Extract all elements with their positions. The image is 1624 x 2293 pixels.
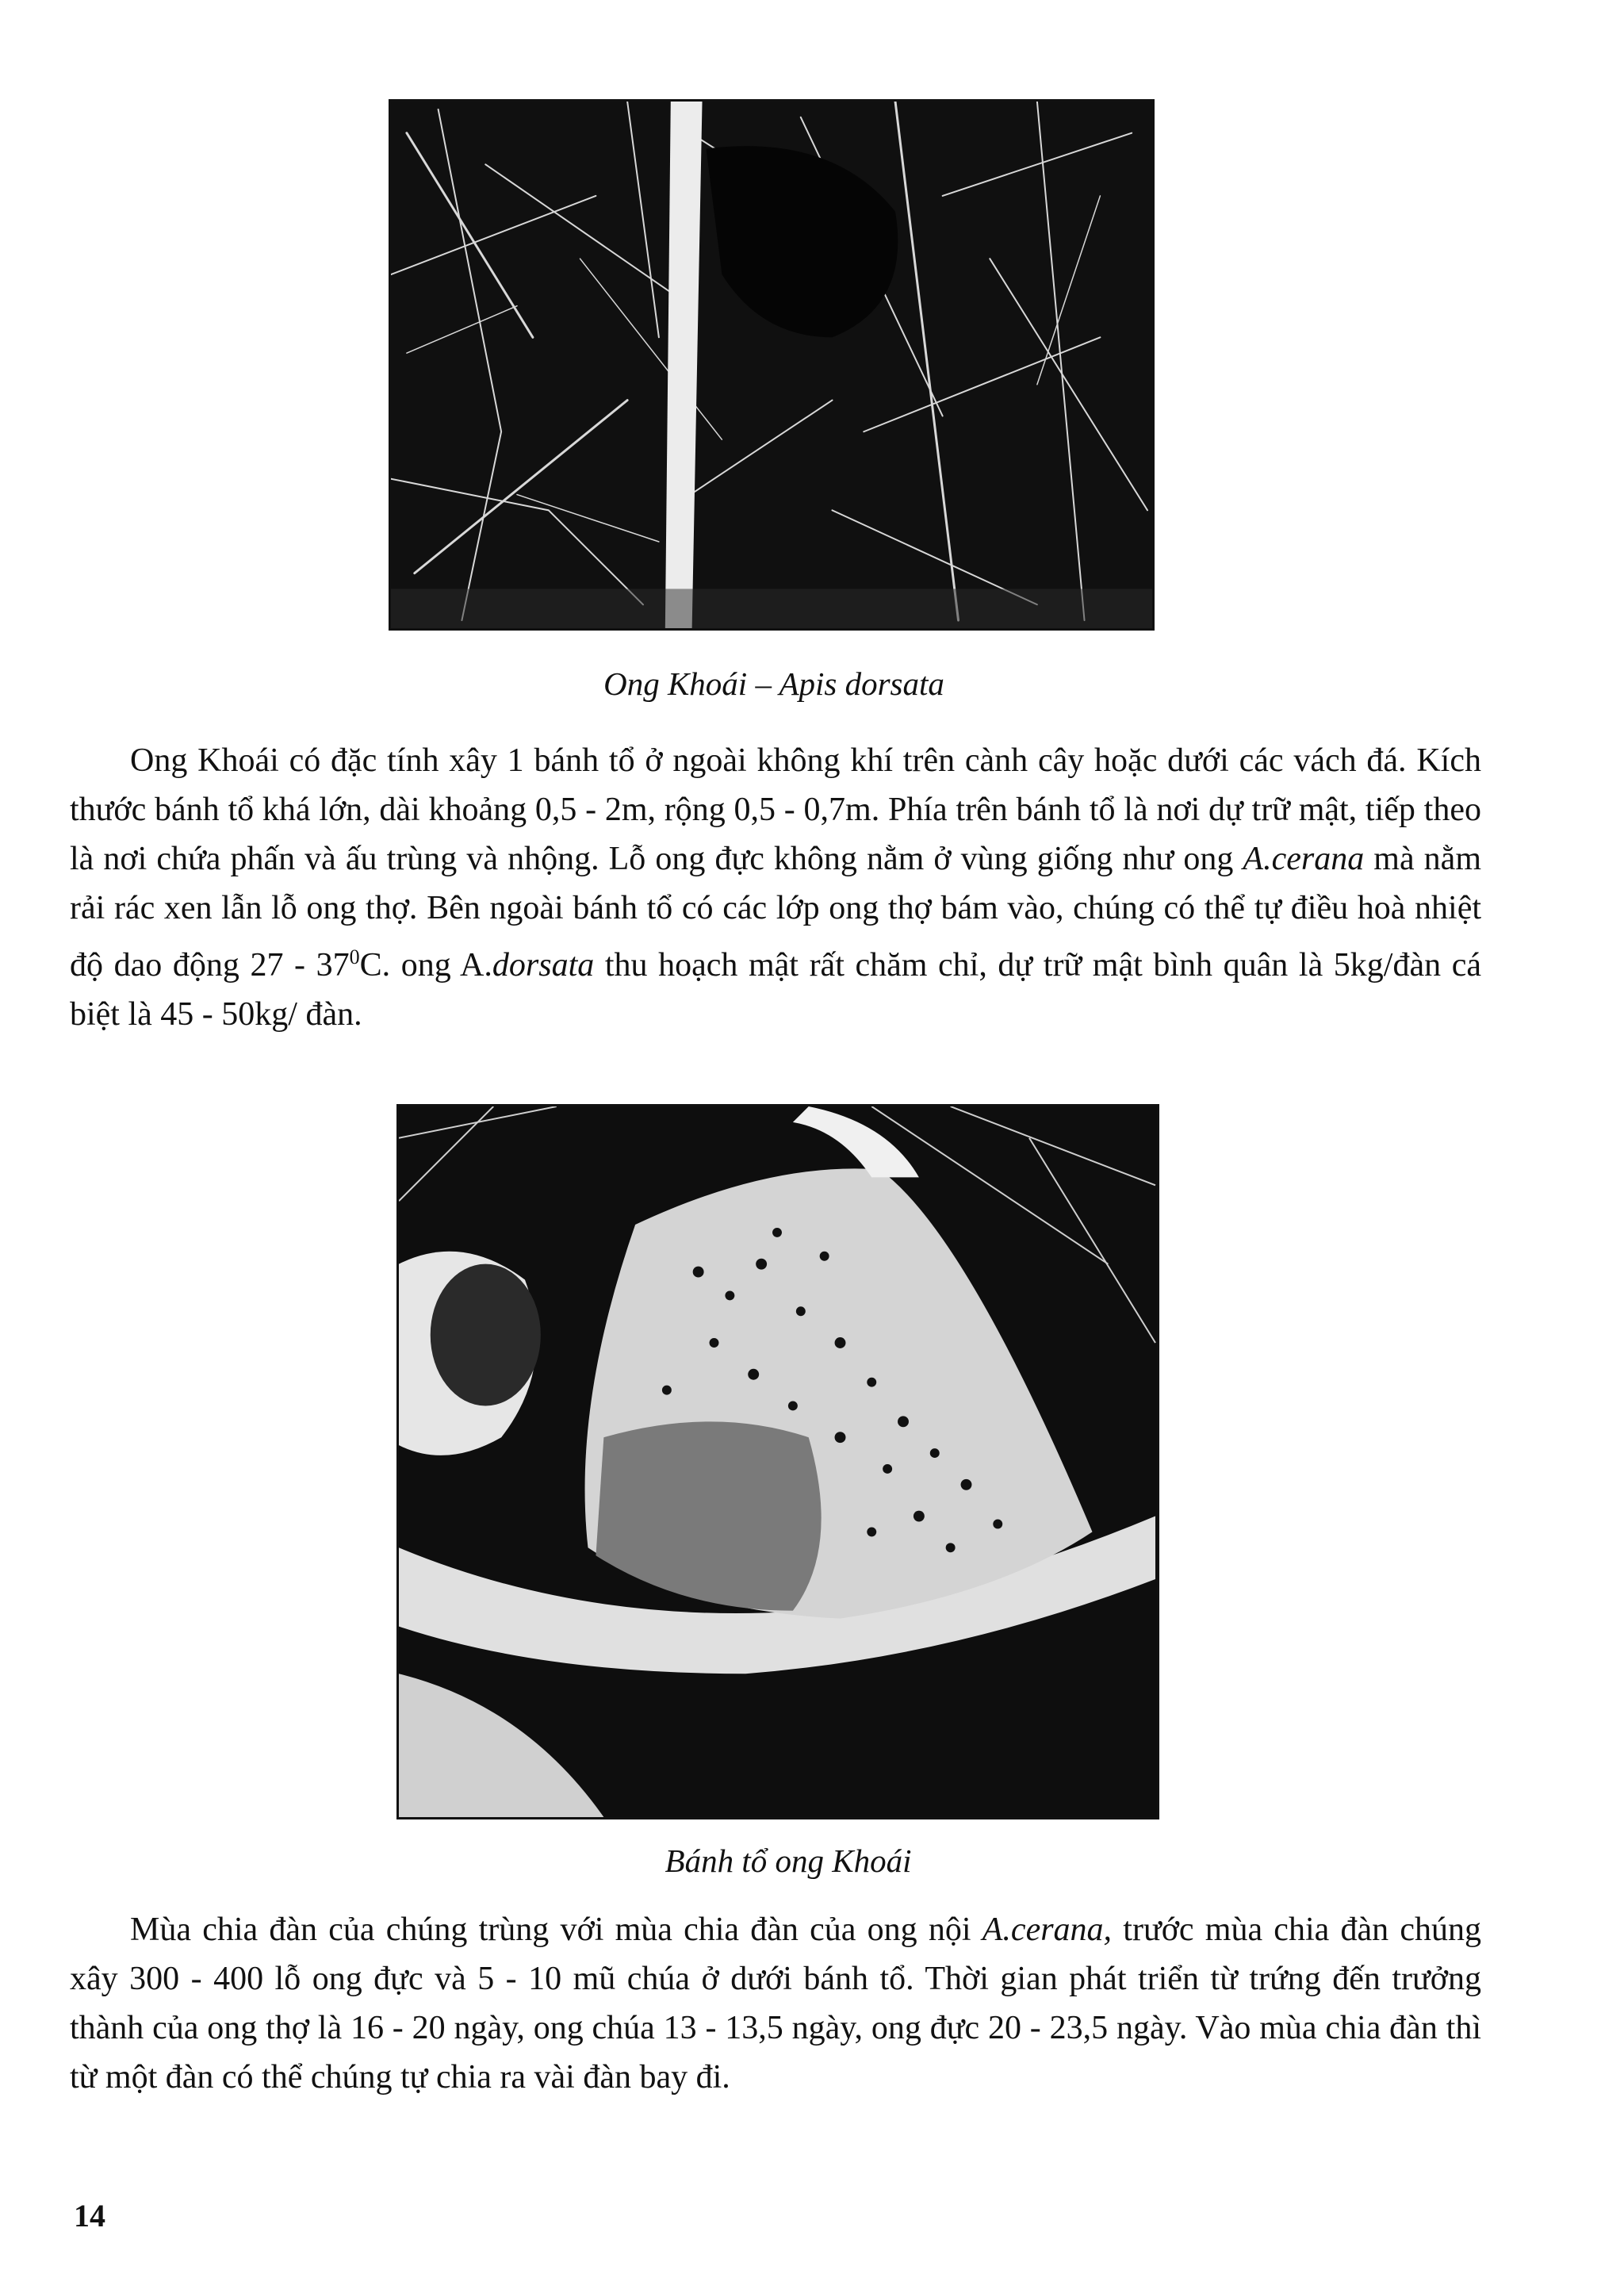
paragraph-1: Ong Khoái có đặc tính xây 1 bánh tổ ở ngoài không khí trên cành cây hoặc dưới các vách đá. Kích thước bánh tổ khá lớn, dài khoảng 0,5 - 2m, rộng 0,5 - 0,7m. Phía trên bánh tổ là nơi dự trữ mật, tiếp theo là nơi chứa phấn và ấu trùng và nhộng. Lỗ ong đực không nằm ở vùng giống như ong A.cerana mà nằm rải rác xen lẫn lỗ ong thợ. Bên ngoài bánh tổ có các lớp ong thợ bám vào, chúng có thể tự điều hoà nhiệt độ dao động $27 - 37^0C$. ong A.dorsata thu hoạch mật rất chăm chỉ, dự trữ mật bình quân là 5kg/đàn cá biệt là 45 - 50kg/ đàn. [70, 742, 1481, 1033]
figure-caption-2: Bánh tổ ong Khoái [665, 1842, 912, 1879]
photo-apis-dorsata [389, 99, 1155, 631]
page-number: 14 [74, 2198, 105, 2234]
figure-caption-1: Ong Khoái – Apis dorsata [603, 665, 944, 702]
photo-honeycomb [396, 1104, 1159, 1819]
paragraph-2: Mùa chia đàn của chúng trùng với mùa chia đàn của ong nội A.cerana, trước mùa chia đàn chúng xây 300 - 400 lỗ ong đực và 5 - 10 mũ chúa ở dưới bánh tổ. Thời gian phát triển từ trứng đến trưởng thành của ong thợ là 16 - 20 ngày, ong chúa 13 - 13,5 ngày, ong đực 20 - 23,5 ngày. Vào mùa chia đàn thì từ một đàn có thể chúng tự chia ra vài đàn bay đi. [70, 1911, 1481, 2096]
